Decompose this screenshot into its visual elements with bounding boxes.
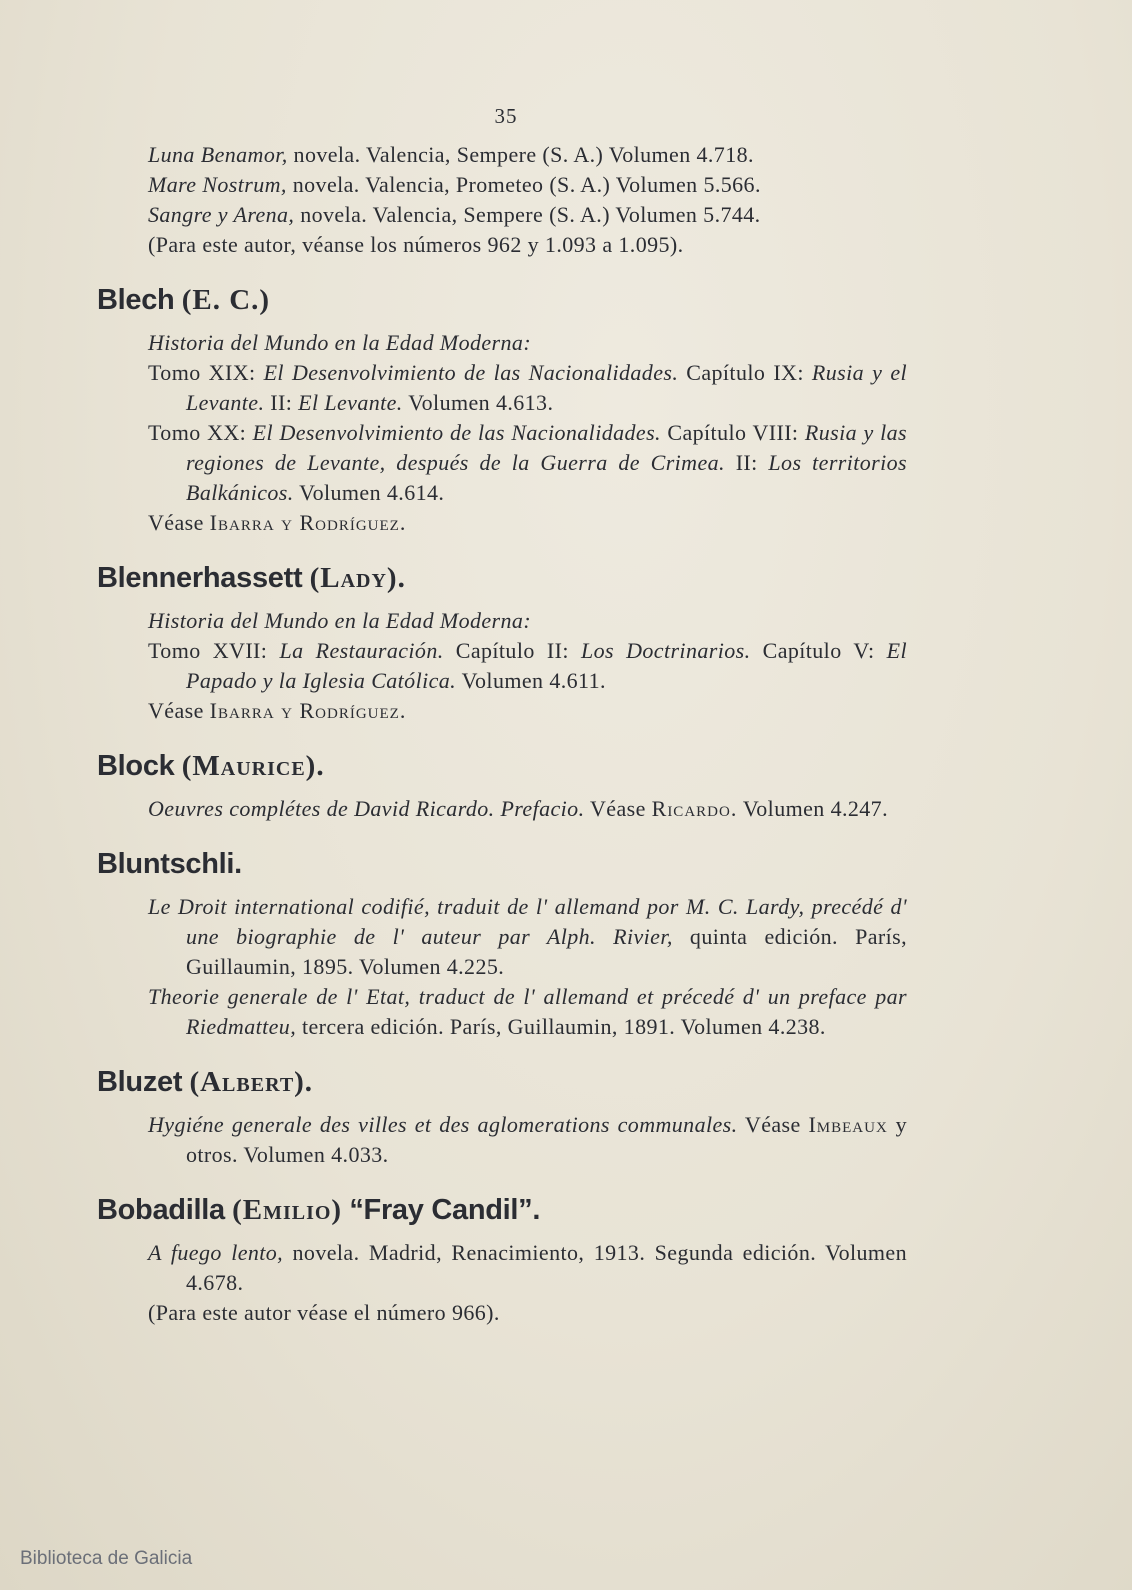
chapter-title: Los Doctrinarios. bbox=[580, 638, 751, 663]
book-title: El Desenvolvimiento de las Nacionalidades. bbox=[252, 420, 661, 445]
author-qualifier: (Maurice). bbox=[181, 750, 325, 782]
entry-blennerhassett bbox=[97, 560, 907, 726]
book-details: novela. Madrid, Renacimiento, 1913. Segunda edición. Volumen 4.678. bbox=[186, 1240, 907, 1295]
author-note: (Para este autor, véanse los números 962 y 1.093 a 1.095). bbox=[148, 232, 684, 257]
author-note: (Para este autor véase el número 966). bbox=[148, 1300, 500, 1325]
library-watermark: Biblioteca de Galicia bbox=[20, 1548, 193, 1569]
book-details: novela. Valencia, Prometeo (S. A.) Volumen 5.566. bbox=[286, 172, 761, 197]
author-heading bbox=[97, 1192, 907, 1228]
see-reference: Ibarra y Rodríguez. bbox=[209, 698, 407, 723]
author-alias: “Fray Candil”. bbox=[349, 1194, 541, 1226]
list-item bbox=[148, 794, 907, 824]
chapter-title: Los territorios Balkánicos. bbox=[186, 450, 908, 505]
author-qualifier: (Emilio) bbox=[232, 1194, 343, 1226]
see-label: Véase bbox=[148, 698, 210, 723]
page-number: 35 bbox=[494, 104, 518, 128]
series-title-text: Historia del Mundo en la Edad Moderna: bbox=[148, 608, 532, 633]
book-title: Hygiéne generale des villes et des aglomerations communales. bbox=[148, 1112, 738, 1137]
author-qualifier: (E. C.) bbox=[181, 284, 271, 316]
list-item bbox=[148, 358, 907, 418]
see-reference: Ibarra y Rodríguez. bbox=[209, 510, 407, 535]
entry-bluntschli bbox=[97, 846, 907, 1042]
book-title: Luna Benamor, bbox=[148, 142, 288, 167]
author-heading bbox=[97, 560, 907, 596]
see-also bbox=[148, 508, 907, 538]
series-title bbox=[148, 606, 907, 636]
list-item bbox=[148, 418, 907, 508]
chapter-title: Rusia y el Levante. bbox=[186, 360, 908, 415]
author-heading bbox=[97, 846, 907, 882]
chapter-label: Capítulo IX: bbox=[678, 360, 812, 385]
book-details: tercera edición. París, Guillaumin, 1891. Volumen 4.238. bbox=[296, 1014, 826, 1039]
volume-number: Volumen 4.613. bbox=[402, 390, 554, 415]
book-title: El Desenvolvimiento de las Nacionalidades. bbox=[263, 360, 679, 385]
author-name: Block bbox=[97, 750, 175, 782]
chapter-label: II: bbox=[264, 390, 299, 415]
list-item bbox=[148, 200, 907, 230]
chapter-title: El Papado y la Iglesia Católica. bbox=[186, 638, 907, 693]
entry-bluzet bbox=[97, 1064, 907, 1170]
entry-bobadilla bbox=[97, 1192, 907, 1328]
author-qualifier: (Lady). bbox=[309, 562, 406, 594]
author-qualifier: (Albert). bbox=[189, 1066, 314, 1098]
author-name: Bluzet bbox=[97, 1066, 183, 1098]
volume-number: Volumen 4.611. bbox=[456, 668, 606, 693]
author-name: Bluntschli. bbox=[97, 848, 242, 880]
author-name: Bobadilla bbox=[97, 1194, 225, 1226]
list-item bbox=[148, 892, 907, 982]
see-reference: Imbeaux bbox=[808, 1112, 888, 1137]
tomo-label: Tomo XX: bbox=[148, 420, 253, 445]
book-details: quinta edición. París, Guillaumin, 1895. Volumen 4.225. bbox=[186, 924, 907, 979]
tomo-label: Tomo XIX: bbox=[148, 360, 264, 385]
list-item bbox=[148, 1238, 907, 1298]
book-title: Oeuvres complétes de David Ricardo. Prefacio. bbox=[148, 796, 585, 821]
book-title: Theorie generale de l' Etat, traduct de l' allemand et précedé d' un preface par Riedmatteu, bbox=[148, 984, 907, 1039]
chapter-label: Capítulo V: bbox=[750, 638, 887, 663]
volume-number: Volumen 4.614. bbox=[293, 480, 445, 505]
author-heading bbox=[97, 748, 907, 784]
list-item bbox=[148, 140, 907, 170]
see-reference: Ricardo. bbox=[651, 796, 738, 821]
book-details: novela. Valencia, Sempere (S. A.) Volumen 5.744. bbox=[294, 202, 761, 227]
list-item bbox=[148, 1110, 907, 1170]
book-details: novela. Valencia, Sempere (S. A.) Volumen 4.718. bbox=[287, 142, 754, 167]
list-item bbox=[148, 170, 907, 200]
see-also bbox=[148, 696, 907, 726]
book-title: A fuego lento, bbox=[148, 1240, 284, 1265]
list-item bbox=[148, 982, 907, 1042]
chapter-title: Rusia y las regiones de Levante, después de la Guerra de Crimea. bbox=[186, 420, 907, 475]
see-label: Véase bbox=[584, 796, 652, 821]
intro-section bbox=[97, 140, 907, 260]
series-title-text: Historia del Mundo en la Edad Moderna: bbox=[148, 330, 532, 355]
chapter-title: El Levante. bbox=[298, 390, 403, 415]
entry-blech bbox=[97, 282, 907, 538]
author-heading bbox=[97, 1064, 907, 1100]
tomo-label: Tomo XVII: bbox=[148, 638, 280, 663]
book-title: La Restauración. bbox=[279, 638, 444, 663]
see-label: Véase bbox=[148, 510, 210, 535]
volume-number: y otros. Volumen 4.033. bbox=[186, 1112, 907, 1167]
volume-number: Volumen 4.247. bbox=[737, 796, 888, 821]
chapter-label: Capítulo VIII: bbox=[660, 420, 805, 445]
author-heading bbox=[97, 282, 907, 318]
list-item bbox=[148, 636, 907, 696]
entry-block bbox=[97, 748, 907, 824]
author-name: Blennerhassett bbox=[97, 562, 303, 594]
chapter-label: II: bbox=[724, 450, 769, 475]
series-title bbox=[148, 328, 907, 358]
author-name: Blech bbox=[97, 284, 175, 316]
book-title: Mare Nostrum, bbox=[148, 172, 287, 197]
see-label: Véase bbox=[737, 1112, 809, 1137]
book-title: Le Droit international codifié, traduit de l' allemand por M. C. Lardy, precédé d' une biographie de l' auteur par Alph. Rivier, bbox=[148, 894, 907, 949]
book-title: Sangre y Arena, bbox=[148, 202, 295, 227]
chapter-label: Capítulo II: bbox=[443, 638, 581, 663]
catalog-content bbox=[97, 140, 907, 1328]
